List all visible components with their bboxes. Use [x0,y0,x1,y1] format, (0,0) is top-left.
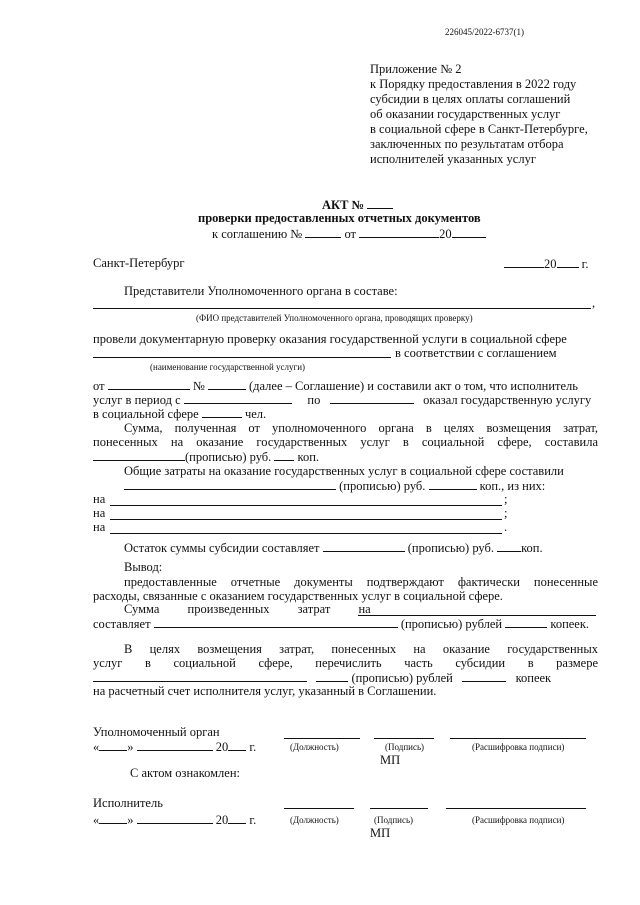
appendix-line: исполнителей указанных услуг [370,152,536,166]
fio-line-comma: , [592,296,596,310]
document-number: 226045/2022-6737(1) [445,27,524,37]
authority-date: « » 20 г. [93,740,257,754]
appendix-line: к Порядку предоставления в 2022 году [370,77,577,91]
decode-line [446,808,586,809]
service-line [93,357,391,358]
position-caption: (Должность) [290,815,339,825]
authority-label: Уполномоченный орган [93,725,220,739]
signature-caption: (Подпись) [374,815,414,825]
position-line [284,738,360,739]
conclusion-label: Вывод: [124,560,163,574]
na-end: ; [504,506,508,520]
date-field: 20 г. [504,256,588,272]
act-subtitle: проверки предоставленных отчетных документов [198,211,481,225]
spent-amount-row: составляет (прописью) рублей копеек. [93,617,590,631]
transfer-text-4: на расчетный счет исполнителя услуг, указанный в Соглашении. [93,684,437,698]
na-line [110,519,502,520]
appendix-line: в социальной сфере в Санкт-Петербурге, [370,122,588,136]
agreement-line: к соглашению № от 20 [212,226,486,242]
signature-caption: (Подпись) [385,742,425,752]
conclusion-text-1: предоставленные отчетные документы подтверждают фактически понесенные [124,575,598,589]
acquainted-label: С актом ознакомлен: [130,766,240,780]
agreement-from-row: от № (далее – Соглашение) и составили акт о том, что исполнитель [93,379,578,393]
spent-text: Сумма произведенных затрат на [124,602,371,616]
executor-date: « » 20 г. [93,813,257,827]
stamp-mp: МП [370,826,391,840]
act-title: АКТ № [322,197,393,213]
conducted-text: провели документарную проверку оказания государственной услуги в социальной сфере [93,332,567,346]
position-line [284,808,354,809]
na-line [110,533,502,534]
transfer-text-2: услуг в социальной сфере, перечислить часть субсидии в размере [93,656,598,670]
sum-received-1: Сумма, полученная от уполномоченного органа в целях возмещения затрат, [124,421,598,435]
stamp-mp: МП [380,753,401,767]
na-end: . [504,520,508,534]
executor-label: Исполнитель [93,796,163,810]
signature-line [370,808,428,809]
total-costs-1: Общие затраты на оказание государственных услуг в социальной сфере составили [124,464,564,478]
city: Санкт-Петербург [93,256,185,270]
appendix-line: Приложение № 2 [370,62,462,76]
representatives-label: Представители Уполномоченного органа в составе: [124,284,398,298]
fio-caption: (ФИО представителей Уполномоченного органа, проводящих проверку) [196,313,473,323]
transfer-amount-row: (прописью) рублей копеек [93,670,551,686]
na-label: на [93,506,106,520]
remainder-row: Остаток суммы субсидии составляет (прописью) руб. коп. [124,541,543,555]
signature-line [374,738,434,739]
appendix-line: заключенных по результатам отбора [370,137,564,151]
position-caption: (Должность) [290,742,339,752]
na-line [110,505,502,506]
na-label: на [93,492,106,506]
decode-caption: (Расшифровка подписи) [472,742,565,752]
in-accordance-text: в соответствии с соглашением [395,346,557,360]
na-end: ; [504,492,508,506]
period-row: услуг в период с по оказал государственную услугу [93,393,592,407]
na-label: на [93,520,106,534]
appendix-line: об оказании государственных услуг [370,107,561,121]
transfer-text-1: В целях возмещения затрат, понесенных на оказание государственных [124,642,598,656]
decode-caption: (Расшифровка подписи) [472,815,565,825]
total-costs-2: (прописью) руб. коп., из них: [124,478,545,494]
appendix-line: субсидии в целях оплаты соглашений [370,92,571,106]
sum-received-2: понесенных на оказание государственных услуг в социальной сфере, составила [93,435,598,449]
service-caption: (наименование государственной услуги) [150,362,306,372]
conclusion-text-2: расходы, связанные с оказанием государственных услуг в социальной сфере. [93,589,503,603]
sum-received-3: (прописью) руб. коп. [93,449,319,465]
decode-line [450,738,586,739]
persons-row: в социальной сфере чел. [93,407,267,421]
fio-line [93,308,591,309]
